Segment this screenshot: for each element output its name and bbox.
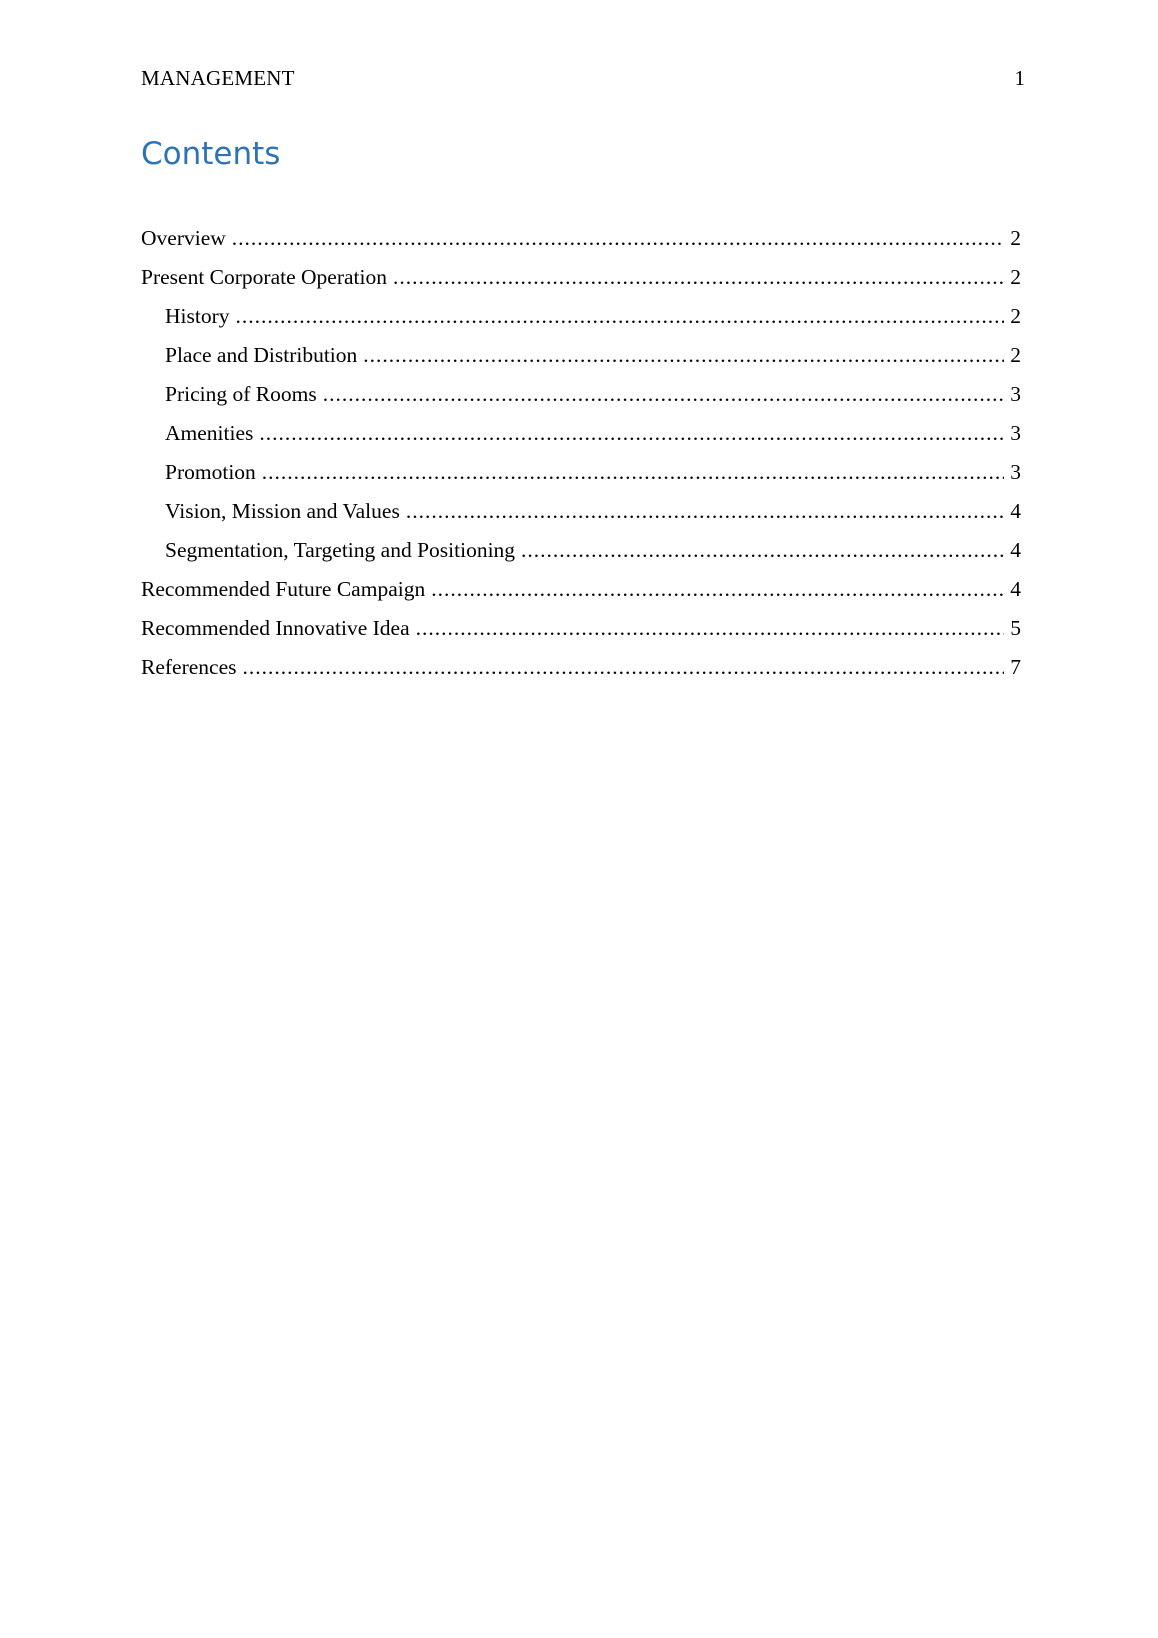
toc-entry-page: 3 <box>1010 382 1021 406</box>
toc-entry-recommended-innovative-idea[interactable] <box>141 613 1021 652</box>
dot-leader <box>236 301 1005 331</box>
toc-entry-label: Vision, Mission and Values <box>165 499 400 523</box>
toc-entry-pricing-of-rooms[interactable] <box>141 379 1021 418</box>
toc-entry-page: 2 <box>1010 304 1021 328</box>
dot-leader <box>259 418 1004 448</box>
toc-entry-label: History <box>165 304 230 328</box>
dot-leader <box>431 574 1004 604</box>
dot-leader <box>232 223 1004 253</box>
toc-entry-page: 7 <box>1010 655 1021 679</box>
dot-leader <box>262 457 1004 487</box>
toc-entry-page: 3 <box>1010 421 1021 445</box>
toc-entry-label: Promotion <box>165 460 256 484</box>
dot-leader <box>363 340 1004 370</box>
toc-title: Contents <box>141 136 281 172</box>
toc-entry-history[interactable] <box>141 301 1021 340</box>
toc-entry-label: References <box>141 655 237 679</box>
toc-entry-references[interactable] <box>141 652 1021 691</box>
toc-entry-page: 2 <box>1010 343 1021 367</box>
page-number: 1 <box>1014 66 1025 90</box>
toc-entry-page: 3 <box>1010 460 1021 484</box>
toc-entry-promotion[interactable] <box>141 457 1021 496</box>
toc-entry-label: Overview <box>141 226 226 250</box>
toc-entry-segmentation-targeting-positioning[interactable] <box>141 535 1021 574</box>
toc-entry-label: Place and Distribution <box>165 343 358 367</box>
running-head: MANAGEMENT <box>141 66 295 90</box>
toc-entry-label: Recommended Innovative Idea <box>141 616 410 640</box>
dot-leader <box>323 379 1005 409</box>
dot-leader <box>406 496 1004 526</box>
toc-entry-page: 5 <box>1010 616 1021 640</box>
dot-leader <box>521 535 1004 565</box>
dot-leader <box>393 262 1004 292</box>
toc-entry-overview[interactable] <box>141 223 1021 262</box>
toc-entry-label: Segmentation, Targeting and Positioning <box>165 538 516 562</box>
toc-entry-page: 4 <box>1010 499 1021 523</box>
toc-entry-label: Present Corporate Operation <box>141 265 387 289</box>
dot-leader <box>416 613 1005 643</box>
toc-entry-amenities[interactable] <box>141 418 1021 457</box>
toc-entry-page: 4 <box>1010 538 1021 562</box>
toc-entry-place-and-distribution[interactable] <box>141 340 1021 379</box>
toc-entry-label: Pricing of Rooms <box>165 382 317 406</box>
toc-entry-page: 4 <box>1010 577 1021 601</box>
toc-entry-label: Amenities <box>165 421 254 445</box>
toc-entry-label: Recommended Future Campaign <box>141 577 426 601</box>
toc-entry-recommended-future-campaign[interactable] <box>141 574 1021 613</box>
toc-entry-page: 2 <box>1010 265 1021 289</box>
table-of-contents <box>141 223 1021 691</box>
dot-leader <box>243 652 1005 682</box>
toc-entry-present-corporate-operation[interactable] <box>141 262 1021 301</box>
toc-entry-vision-mission-values[interactable] <box>141 496 1021 535</box>
toc-entry-page: 2 <box>1010 226 1021 250</box>
